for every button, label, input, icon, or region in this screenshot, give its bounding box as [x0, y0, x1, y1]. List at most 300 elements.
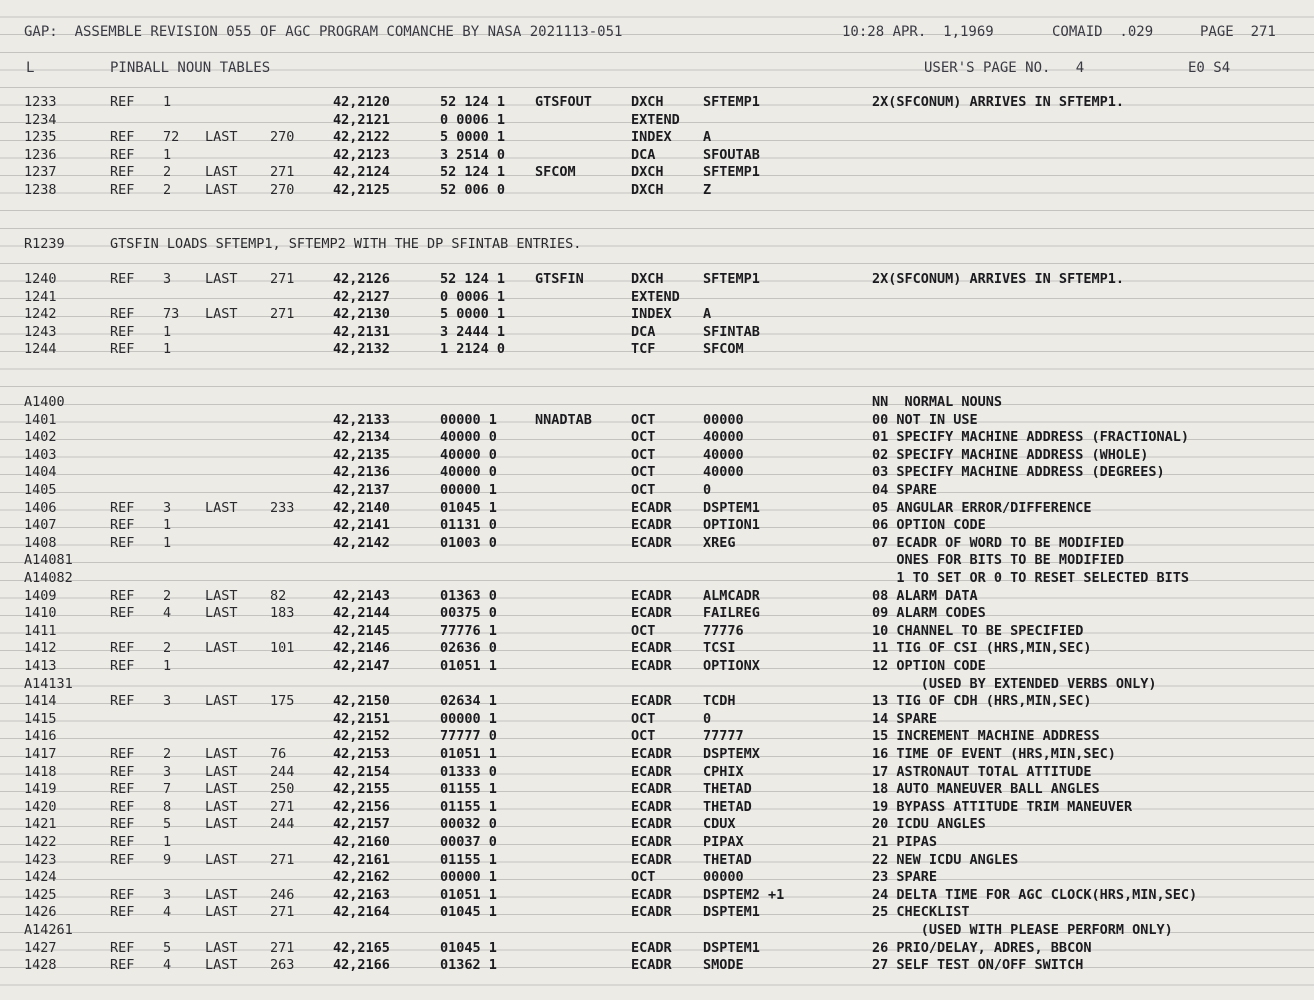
operand: DSPTEM2 +1: [703, 886, 785, 903]
opcode: ECADR: [631, 798, 672, 815]
last-tag: LAST: [205, 605, 238, 622]
listing-row: [0, 868, 1314, 886]
ref-count: 5: [163, 939, 172, 956]
operand: DSPTEMX: [703, 746, 760, 762]
listing-row: [0, 481, 1314, 499]
opcode: OCT: [631, 482, 656, 498]
address: 42,2145: [333, 622, 390, 639]
last-page: 244: [270, 816, 295, 833]
line-number: 1418: [24, 763, 57, 780]
address: 42,2131: [333, 323, 390, 340]
line-number: 1238: [24, 182, 57, 198]
address: 42,2133: [333, 411, 390, 428]
last-page: 271: [270, 306, 295, 323]
opcode: ECADR: [631, 693, 672, 710]
octal-word: 01051 1: [440, 886, 497, 903]
subheader-flag: L: [26, 60, 35, 76]
ref-tag: REF: [110, 798, 135, 815]
operand: DSPTEM1: [703, 904, 760, 921]
ref-tag: REF: [110, 94, 135, 110]
opcode: ECADR: [631, 886, 672, 903]
ref-count: 2: [163, 746, 172, 762]
address: 42,2126: [333, 271, 390, 287]
listing-row: [0, 692, 1314, 710]
last-tag: LAST: [205, 640, 238, 657]
line-number: 1234: [24, 111, 57, 128]
last-page: 250: [270, 781, 295, 798]
opcode: ECADR: [631, 851, 672, 868]
listing-row: [0, 903, 1314, 921]
comment: 07 ECADR OF WORD TO BE MODIFIED: [872, 534, 1124, 551]
symbol-label: NNADTAB: [535, 411, 592, 428]
address: 42,2140: [333, 499, 390, 516]
ref-count: 1: [163, 94, 172, 110]
comment: 11 TIG OF CSI (HRS,MIN,SEC): [872, 640, 1092, 657]
opcode: ECADR: [631, 605, 672, 622]
octal-word: 01045 1: [440, 904, 497, 921]
opcode: OCT: [631, 429, 656, 446]
last-page: 233: [270, 499, 295, 516]
listing-row: [0, 939, 1314, 957]
opcode: DCA: [631, 323, 656, 340]
comment: 24 DELTA TIME FOR AGC CLOCK(HRS,MIN,SEC): [872, 886, 1198, 903]
ref-count: 3: [163, 763, 172, 780]
opcode: OCT: [631, 710, 656, 727]
opcode: DCA: [631, 146, 656, 163]
ref-count: 3: [163, 271, 172, 287]
listing-row: [0, 93, 1314, 111]
ref-tag: REF: [110, 323, 135, 340]
comment: 20 ICDU ANGLES: [872, 816, 986, 833]
listing-row: [0, 428, 1314, 446]
octal-word: 3 2444 1: [440, 323, 506, 340]
octal-word: 0 0006 1: [440, 111, 506, 128]
subheader-user-page: USER'S PAGE NO. 4: [924, 60, 1085, 76]
comment: 02 SPECIFY MACHINE ADDRESS (WHOLE): [872, 446, 1149, 463]
listing-row: [0, 710, 1314, 728]
listing-row: [0, 288, 1314, 306]
operand: OPTIONX: [703, 658, 760, 674]
octal-word: 01003 0: [440, 534, 497, 551]
ref-count: 9: [163, 851, 172, 868]
ref-tag: REF: [110, 129, 135, 146]
address: 42,2130: [333, 306, 390, 323]
ref-tag: REF: [110, 816, 135, 833]
opcode: ECADR: [631, 534, 672, 551]
line-number: 1411: [24, 622, 57, 639]
ref-tag: REF: [110, 271, 135, 287]
address: 42,2161: [333, 851, 390, 868]
opcode: ECADR: [631, 763, 672, 780]
operand: THETAD: [703, 781, 752, 798]
operand: 40000: [703, 446, 744, 463]
last-tag: LAST: [205, 904, 238, 921]
last-tag: LAST: [205, 164, 238, 181]
opcode: INDEX: [631, 129, 672, 146]
octal-word: 01051 1: [440, 658, 497, 674]
comment: (USED WITH PLEASE PERFORM ONLY): [872, 922, 1173, 938]
line-number: 1410: [24, 605, 57, 622]
address: 42,2141: [333, 517, 390, 534]
operand: Z: [703, 182, 712, 198]
comment: 18 AUTO MANEUVER BALL ANGLES: [872, 781, 1100, 798]
comment: 13 TIG OF CDH (HRS,MIN,SEC): [872, 693, 1092, 710]
listing-row: [0, 551, 1314, 569]
ref-tag: REF: [110, 746, 135, 762]
operand: THETAD: [703, 851, 752, 868]
address: 42,2156: [333, 798, 390, 815]
last-tag: LAST: [205, 939, 238, 956]
octal-word: 01333 0: [440, 763, 497, 780]
octal-word: 1 2124 0: [440, 341, 506, 358]
octal-word: 52 124 1: [440, 271, 506, 287]
line-number: 1409: [24, 587, 57, 604]
opcode: OCT: [631, 869, 656, 886]
operand: A: [703, 306, 712, 323]
comment: 03 SPECIFY MACHINE ADDRESS (DEGREES): [872, 464, 1165, 481]
octal-word: 5 0000 1: [440, 129, 506, 146]
octal-word: 40000 0: [440, 446, 497, 463]
address: 42,2137: [333, 482, 390, 498]
page-header: [0, 23, 1314, 41]
opcode: TCF: [631, 341, 656, 358]
octal-word: 52 124 1: [440, 94, 506, 110]
address: 42,2163: [333, 886, 390, 903]
header-title: GAP: ASSEMBLE REVISION 055 OF AGC PROGRAM COMANCHE BY NASA 2021113-051: [24, 24, 623, 40]
last-tag: LAST: [205, 781, 238, 798]
operand: SFTEMP1: [703, 164, 760, 181]
ref-count: 1: [163, 323, 172, 340]
comment-line: [0, 235, 1314, 253]
ref-count: 2: [163, 164, 172, 181]
last-page: 82: [270, 587, 287, 604]
operand: 0: [703, 482, 712, 498]
ref-count: 2: [163, 640, 172, 657]
listing-row: [0, 393, 1314, 411]
line-number: 1422: [24, 834, 57, 850]
opcode: DXCH: [631, 182, 664, 198]
opcode: ECADR: [631, 587, 672, 604]
comment: 10 CHANNEL TO BE SPECIFIED: [872, 622, 1084, 639]
last-page: 183: [270, 605, 295, 622]
address: 42,2150: [333, 693, 390, 710]
listing-row: [0, 675, 1314, 693]
listing-row: [0, 815, 1314, 833]
listing-row: [0, 323, 1314, 341]
line-number: 1406: [24, 499, 57, 516]
opcode: ECADR: [631, 746, 672, 762]
opcode: DXCH: [631, 271, 664, 287]
ref-tag: REF: [110, 164, 135, 181]
opcode: INDEX: [631, 306, 672, 323]
octal-word: 01045 1: [440, 499, 497, 516]
octal-word: 0 0006 1: [440, 288, 506, 305]
address: 42,2121: [333, 111, 390, 128]
ref-count: 1: [163, 341, 172, 358]
last-tag: LAST: [205, 798, 238, 815]
line-number: 1401: [24, 411, 57, 428]
line-number: 1416: [24, 728, 57, 745]
address: 42,2136: [333, 464, 390, 481]
octal-word: 00000 1: [440, 482, 497, 498]
opcode: OCT: [631, 464, 656, 481]
comment: 19 BYPASS ATTITUDE TRIM MANEUVER: [872, 798, 1133, 815]
listing-row: [0, 305, 1314, 323]
address: 42,2120: [333, 94, 390, 110]
operand: SFINTAB: [703, 323, 760, 340]
listing-row: [0, 340, 1314, 358]
page-subheader: [0, 59, 1314, 77]
ref-tag: REF: [110, 517, 135, 534]
ref-count: 3: [163, 499, 172, 516]
operand: A: [703, 129, 712, 146]
opcode: ECADR: [631, 640, 672, 657]
octal-word: 77776 1: [440, 622, 497, 639]
octal-word: 77777 0: [440, 728, 497, 745]
last-tag: LAST: [205, 763, 238, 780]
last-tag: LAST: [205, 499, 238, 516]
line-number: A14131: [24, 675, 73, 692]
octal-word: 01362 1: [440, 957, 497, 974]
line-number: 1419: [24, 781, 57, 798]
symbol-label: GTSFIN: [535, 271, 584, 287]
ref-tag: REF: [110, 904, 135, 921]
address: 42,2166: [333, 957, 390, 974]
ref-count: 5: [163, 816, 172, 833]
last-tag: LAST: [205, 957, 238, 974]
comment: 27 SELF TEST ON/OFF SWITCH: [872, 957, 1084, 974]
line-number: 1243: [24, 323, 57, 340]
address: 42,2132: [333, 341, 390, 358]
operand: 00000: [703, 411, 744, 428]
comment: 25 CHECKLIST: [872, 904, 970, 921]
comment: 04 SPARE: [872, 482, 938, 498]
line-number: 1236: [24, 146, 57, 163]
ref-tag: REF: [110, 834, 135, 850]
opcode: OCT: [631, 728, 656, 745]
opcode: DXCH: [631, 94, 664, 110]
comment: 2X(SFCONUM) ARRIVES IN SFTEMP1.: [872, 94, 1124, 110]
octal-word: 01155 1: [440, 851, 497, 868]
opcode: ECADR: [631, 781, 672, 798]
header-comaid: COMAID .029: [1052, 24, 1154, 40]
ref-count: 1: [163, 534, 172, 551]
last-page: 271: [270, 271, 295, 287]
line-number: 1423: [24, 851, 57, 868]
comment-line-text: GTSFIN LOADS SFTEMP1, SFTEMP2 WITH THE DP SFINTAB ENTRIES.: [110, 236, 582, 252]
comment: 06 OPTION CODE: [872, 517, 986, 534]
listing-row: [0, 780, 1314, 798]
listing-row: [0, 657, 1314, 675]
opcode: OCT: [631, 411, 656, 428]
address: 42,2146: [333, 640, 390, 657]
comment: 05 ANGULAR ERROR/DIFFERENCE: [872, 499, 1092, 516]
line-number: 1402: [24, 429, 57, 446]
ref-tag: REF: [110, 763, 135, 780]
opcode: ECADR: [631, 939, 672, 956]
line-number: 1426: [24, 904, 57, 921]
comment: 15 INCREMENT MACHINE ADDRESS: [872, 728, 1100, 745]
line-number: 1414: [24, 693, 57, 710]
line-number: 1413: [24, 658, 57, 674]
comment: 01 SPECIFY MACHINE ADDRESS (FRACTIONAL): [872, 429, 1189, 446]
octal-word: 00000 1: [440, 869, 497, 886]
operand: SFCOM: [703, 341, 744, 358]
operand: PIPAX: [703, 834, 744, 850]
ref-tag: REF: [110, 146, 135, 163]
listing-row: [0, 146, 1314, 164]
opcode: OCT: [631, 622, 656, 639]
listing-row: [0, 516, 1314, 534]
line-number: 1425: [24, 886, 57, 903]
last-tag: LAST: [205, 886, 238, 903]
listing-row: [0, 622, 1314, 640]
octal-word: 02634 1: [440, 693, 497, 710]
listing-row: [0, 763, 1314, 781]
header-time: 10:28 APR. 1,1969: [842, 24, 994, 40]
comment: 17 ASTRONAUT TOTAL ATTITUDE: [872, 763, 1092, 780]
operand: TCSI: [703, 640, 736, 657]
comment: 1 TO SET OR 0 TO RESET SELECTED BITS: [872, 570, 1189, 586]
listing-row: [0, 411, 1314, 429]
line-number: A14082: [24, 570, 73, 586]
ref-tag: REF: [110, 957, 135, 974]
octal-word: 00000 1: [440, 710, 497, 727]
opcode: ECADR: [631, 658, 672, 674]
opcode: DXCH: [631, 164, 664, 181]
octal-word: 01155 1: [440, 798, 497, 815]
last-tag: LAST: [205, 306, 238, 323]
opcode: ECADR: [631, 816, 672, 833]
line-number: 1427: [24, 939, 57, 956]
ref-tag: REF: [110, 306, 135, 323]
comment: (USED BY EXTENDED VERBS ONLY): [872, 675, 1157, 692]
last-tag: LAST: [205, 746, 238, 762]
address: 42,2162: [333, 869, 390, 886]
opcode: ECADR: [631, 957, 672, 974]
comment: 2X(SFCONUM) ARRIVES IN SFTEMP1.: [872, 271, 1124, 287]
address: 42,2144: [333, 605, 390, 622]
opcode: EXTEND: [631, 288, 680, 305]
line-number: 1403: [24, 446, 57, 463]
ref-count: 1: [163, 146, 172, 163]
listing-row: [0, 798, 1314, 816]
comment: 21 PIPAS: [872, 834, 938, 850]
comment: ONES FOR BITS TO BE MODIFIED: [872, 552, 1124, 569]
octal-word: 01155 1: [440, 781, 497, 798]
operand: 77776: [703, 622, 744, 639]
opcode: ECADR: [631, 499, 672, 516]
operand: THETAD: [703, 798, 752, 815]
comment: 23 SPARE: [872, 869, 938, 886]
symbol-label: SFCOM: [535, 164, 576, 181]
operand: 40000: [703, 429, 744, 446]
listing-row: [0, 163, 1314, 181]
address: 42,2123: [333, 146, 390, 163]
ref-tag: REF: [110, 939, 135, 956]
octal-word: 52 124 1: [440, 164, 506, 181]
line-number: 1233: [24, 94, 57, 110]
line-number: A1400: [24, 394, 65, 410]
listing-row: [0, 128, 1314, 146]
octal-word: 00375 0: [440, 605, 497, 622]
ref-count: 4: [163, 904, 172, 921]
operand: SFOUTAB: [703, 146, 760, 163]
listing-row: [0, 270, 1314, 288]
operand: 77777: [703, 728, 744, 745]
ref-count: 2: [163, 587, 172, 604]
operand: 40000: [703, 464, 744, 481]
line-number: A14261: [24, 922, 73, 938]
line-number: 1415: [24, 710, 57, 727]
address: 42,2142: [333, 534, 390, 551]
address: 42,2125: [333, 182, 390, 198]
line-number: 1407: [24, 517, 57, 534]
address: 42,2164: [333, 904, 390, 921]
last-tag: LAST: [205, 182, 238, 198]
listing-row: [0, 534, 1314, 552]
comment: 22 NEW ICDU ANGLES: [872, 851, 1019, 868]
address: 42,2151: [333, 710, 390, 727]
operand: 0: [703, 710, 712, 727]
ref-tag: REF: [110, 534, 135, 551]
line-number: 1408: [24, 534, 57, 551]
subheader-code: E0 S4: [1188, 60, 1231, 76]
line-number: A14081: [24, 552, 73, 569]
ref-tag: REF: [110, 499, 135, 516]
comment: NN NORMAL NOUNS: [872, 394, 1003, 410]
ref-count: 1: [163, 517, 172, 534]
last-tag: LAST: [205, 693, 238, 710]
ref-count: 73: [163, 306, 180, 323]
address: 42,2143: [333, 587, 390, 604]
listing-row: [0, 111, 1314, 129]
last-tag: LAST: [205, 816, 238, 833]
line-number: 1241: [24, 288, 57, 305]
address: 42,2135: [333, 446, 390, 463]
address: 42,2147: [333, 658, 390, 674]
operand: SFTEMP1: [703, 271, 760, 287]
address: 42,2165: [333, 939, 390, 956]
octal-word: 3 2514 0: [440, 146, 506, 163]
ref-count: 72: [163, 129, 180, 146]
address: 42,2127: [333, 288, 390, 305]
opcode: ECADR: [631, 904, 672, 921]
octal-word: 40000 0: [440, 429, 497, 446]
subheader-title: PINBALL NOUN TABLES: [110, 60, 271, 76]
octal-word: 00032 0: [440, 816, 497, 833]
ref-count: 1: [163, 658, 172, 674]
octal-word: 5 0000 1: [440, 306, 506, 323]
address: 42,2153: [333, 746, 390, 762]
comment-line-number: R1239: [24, 236, 65, 252]
operand: SMODE: [703, 957, 744, 974]
comment: 26 PRIO/DELAY, ADRES, BBCON: [872, 939, 1092, 956]
address: 42,2124: [333, 164, 390, 181]
operand: CPHIX: [703, 763, 744, 780]
ref-count: 8: [163, 798, 172, 815]
address: 42,2134: [333, 429, 390, 446]
listing-row: [0, 639, 1314, 657]
line-number: 1412: [24, 640, 57, 657]
comment: 00 NOT IN USE: [872, 411, 978, 428]
ref-tag: REF: [110, 640, 135, 657]
line-number: 1421: [24, 816, 57, 833]
opcode: ECADR: [631, 834, 672, 850]
header-page: PAGE 271: [1200, 24, 1276, 40]
octal-word: 00000 1: [440, 411, 497, 428]
ref-tag: REF: [110, 693, 135, 710]
